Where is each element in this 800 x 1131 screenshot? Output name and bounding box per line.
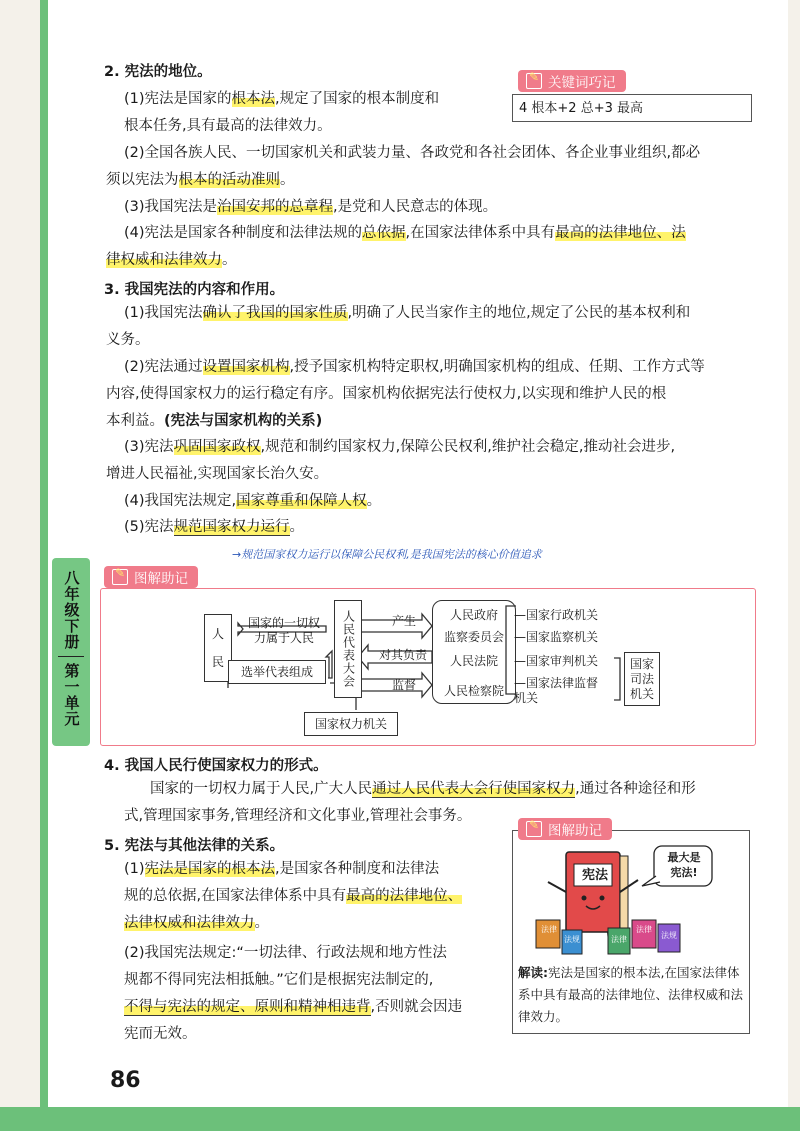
gov-label: 人民政府 bbox=[449, 608, 498, 622]
s2-para2: (2)全国各族人民、一切国家机关和武装力量、各政党和各社会团体、各企业事业组织,都必 须以宪法为根本的活动准则。 bbox=[106, 145, 701, 188]
congress-box: 人民代表大会 bbox=[334, 600, 362, 698]
section-2-heading: 2. 宪法的地位。 bbox=[104, 64, 212, 80]
pencil-note-icon bbox=[526, 73, 542, 89]
small-book-5: 法规 bbox=[661, 931, 677, 940]
legal-supervision-label: —国家法律监督 机关 bbox=[514, 676, 599, 705]
unit-label: 第一单元 bbox=[62, 663, 81, 727]
diagram1-tag: ✎ 图解助记 bbox=[104, 566, 198, 588]
court-label: 人民法院 bbox=[449, 654, 498, 668]
keyword-tag: ✎ 关键词巧记 bbox=[518, 70, 626, 92]
s2-para4: (4)宪法是国家各种制度和法律法规的总依据,在国家法律体系中具有最高的法律地位、法 律权威和法律效力。 bbox=[106, 225, 686, 268]
judicial-organs-box: 国家 司法 机关 bbox=[624, 652, 660, 706]
judicial-organ-label: —国家审判机关 bbox=[514, 654, 599, 668]
procuratorate-label: 人民检察院 bbox=[443, 684, 504, 698]
page-number: 86 bbox=[110, 1068, 141, 1093]
bottom-edge bbox=[0, 1107, 800, 1131]
diagram2-tag: ✎ 图解助记 bbox=[518, 818, 612, 840]
handwritten-note: →规范国家权力运行以保障公民权利,是我国宪法的核心价值追求 bbox=[232, 548, 542, 561]
section-5-heading: 5. 宪法与其他法律的关系。 bbox=[104, 838, 285, 854]
grade-label: 八年级下册 bbox=[62, 570, 81, 650]
diagram2-caption: 解读:宪法是国家的根本法,在国家法律体系中具有最高的法律地位、法律权威和法律效力。 bbox=[518, 965, 744, 1024]
s5-para1: (1)宪法是国家的根本法,是国家各种制度和法律法 规的总依据,在国家法律体系中具有最高的法律地位、 法律权威和法律效力。 bbox=[124, 861, 463, 931]
supervision-organ-label: —国家监察机关 bbox=[514, 630, 599, 644]
s3-para5: (5)宪法规范国家权力运行。 bbox=[124, 519, 305, 535]
s2-para3: (3)我国宪法是治国安邦的总章程,是党和人民意志的体现。 bbox=[124, 199, 498, 215]
section-3-heading: 3. 我国宪法的内容和作用。 bbox=[104, 282, 285, 298]
supervise-label: 监督 bbox=[391, 678, 416, 692]
s2-para1: (1)宪法是国家的根本法,规定了国家的根本制度和 根本任务,具有最高的法律效力。 bbox=[124, 91, 440, 134]
commission-label: 监察委员会 bbox=[443, 630, 504, 644]
speech-bubble: 最大是 宪法! bbox=[667, 851, 701, 879]
elect-box: 选举代表组成 bbox=[228, 660, 326, 684]
small-book-3: 法律 bbox=[611, 935, 627, 944]
power-belongs-label: 国家的一切权 力属于人民 bbox=[247, 616, 320, 645]
keyword-box: 4 根本+2 总+3 最高 bbox=[512, 94, 752, 122]
pencil-note-icon bbox=[112, 569, 128, 585]
s4-para1: 国家的一切权力属于人民,广大人民通过人民代表大会行使国家权力,通过各种途径和形 式,管理国家事务,管理经济和文化事业,管理社会事务。 bbox=[124, 781, 696, 824]
s3-para4: (4)我国宪法规定,国家尊重和保障人权。 bbox=[124, 493, 382, 509]
responsible-label: 对其负责 bbox=[378, 648, 427, 662]
pencil-note-icon bbox=[526, 821, 542, 837]
people-box: 人 民 bbox=[204, 614, 232, 682]
section-4-heading: 4. 我国人民行使国家权力的形式。 bbox=[104, 758, 328, 774]
state-power-box: 国家权力机关 bbox=[304, 712, 398, 736]
small-book-1: 法律 bbox=[541, 925, 557, 934]
s3-para2: (2)宪法通过设置国家机构,授予国家机构特定职权,明确国家机构的组成、任期、工作方式等 内容,使得国家权力的运行稳定有序。国家机构依据宪法行使权力,以实现和维护人民的根 本利益。(宪法与国家机构的关系) bbox=[106, 359, 705, 429]
side-tab bbox=[52, 558, 90, 746]
s5-para2: (2)我国宪法规定:“一切法律、行政法规和地方性法 规都不得同宪法相抵触。”它们是根据宪法制定的, 不得与宪法的规定、原则和精神相违背,否则就会因违 宪而无效。 bbox=[124, 945, 463, 1042]
book-title: 宪法 bbox=[581, 868, 608, 883]
produce-label: 产生 bbox=[391, 614, 416, 628]
admin-organ-label: —国家行政机关 bbox=[514, 608, 599, 622]
small-book-4: 法律 bbox=[636, 925, 652, 934]
s3-para1: (1)我国宪法确认了我国的国家性质,明确了人民当家作主的地位,规定了公民的基本权利和 义务。 bbox=[106, 305, 691, 348]
small-book-2: 法规 bbox=[564, 935, 580, 944]
s3-para3: (3)宪法巩固国家政权,规范和制约国家权力,保障公民权利,维护社会稳定,推动社会进步, 增进人民福祉,实现国家长治久安。 bbox=[106, 439, 676, 482]
